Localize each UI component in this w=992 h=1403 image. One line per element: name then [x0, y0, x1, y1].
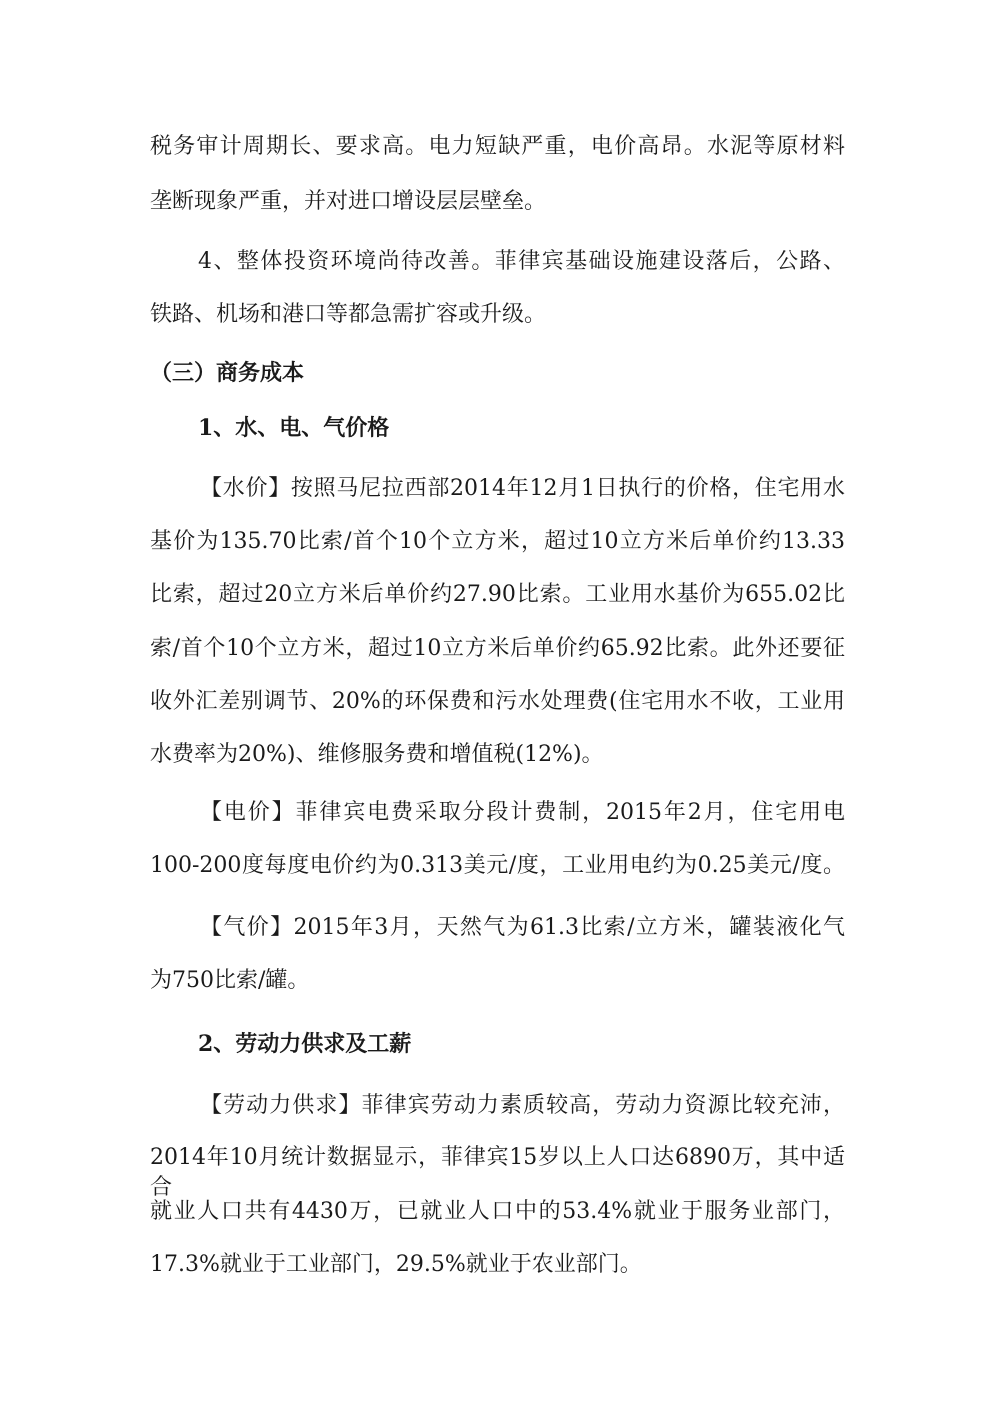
paragraph-line: 比索，超过20立方米后单价约27.90比索。工业用水基价为655.02比	[150, 582, 845, 607]
subsection-heading: 2、劳动力供求及工薪	[198, 1031, 412, 1057]
paragraph-line: 【气价】2015年3月，天然气为61.3比索/立方米，罐装液化气	[200, 915, 845, 940]
paragraph-line: 收外汇差别调节、20%的环保费和污水处理费(住宅用水不收，工业用	[150, 689, 845, 714]
paragraph-line: 就业人口共有4430万，已就业人口中的53.4%就业于服务业部门，	[150, 1199, 845, 1224]
paragraph-line: 垄断现象严重，并对进口增设层层壁垒。	[150, 189, 547, 214]
paragraph-line: 100-200度每度电价约为0.313美元/度，工业用电约为0.25美元/度。	[150, 853, 845, 878]
paragraph-line: 17.3%就业于工业部门，29.5%就业于农业部门。	[150, 1252, 642, 1277]
paragraph-line: 【水价】按照马尼拉西部2014年12月1日执行的价格，住宅用水	[200, 476, 845, 501]
subsection-heading: 1、水、电、气价格	[198, 415, 390, 441]
paragraph-line: 铁路、机场和港口等都急需扩容或升级。	[150, 302, 547, 327]
paragraph-line: 基价为135.70比索/首个10个立方米，超过10立方米后单价约13.33	[150, 529, 845, 554]
paragraph-line: 2014年10月统计数据显示，菲律宾15岁以上人口达6890万，其中适合	[150, 1145, 845, 1200]
paragraph-line: 索/首个10个立方米，超过10立方米后单价约65.92比索。此外还要征	[150, 636, 845, 661]
paragraph-line: 【劳动力供求】菲律宾劳动力素质较高，劳动力资源比较充沛，	[200, 1093, 845, 1118]
paragraph-line: 【电价】菲律宾电费采取分段计费制，2015年2月，住宅用电	[200, 800, 845, 825]
section-heading: （三）商务成本	[150, 360, 305, 386]
paragraph-line: 4、整体投资环境尚待改善。菲律宾基础设施建设落后，公路、	[198, 249, 845, 274]
paragraph-line: 税务审计周期长、要求高。电力短缺严重，电价高昂。水泥等原材料	[150, 134, 845, 159]
paragraph-line: 为750比索/罐。	[150, 968, 310, 993]
paragraph-line: 水费率为20%)、维修服务费和增值税(12%)。	[150, 742, 604, 767]
